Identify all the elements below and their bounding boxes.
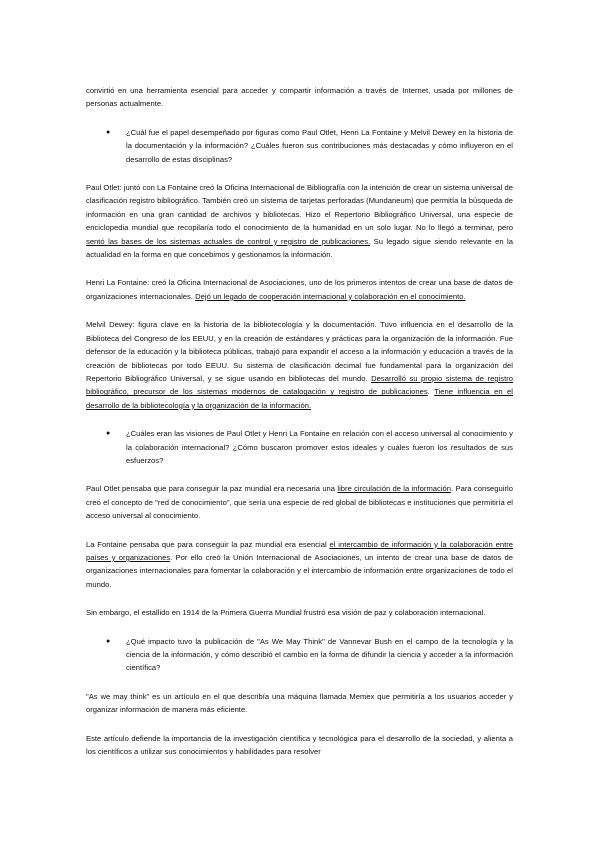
question-1 bbox=[86, 126, 513, 166]
otlet-underlined: sentó las bases de los sistemas actuales de control y registro de publicaciones. bbox=[86, 236, 371, 246]
lafontaine-underlined: Dejó un legado de cooperación internacional y colaboración en el conocimiento. bbox=[195, 291, 466, 301]
question-2 bbox=[86, 427, 513, 467]
vision-lafontaine-paragraph: La Fontaine pensaba que para conseguir la paz mundial era esencial el intercambio de información y la colaboración entre países y organizaciones. Por ello creó la Unión Internacional de Asociaciones, un intento de crear una base de datos de organizaciones internacionales para fomentar la colaboración y el intercambio de información entre organizaciones de todo el mundo. bbox=[86, 539, 513, 589]
question-1-text: ¿Cuál fue el papel desempeñado por figuras como Paul Otlet, Henri La Fontaine y Melvil Dewey en la historia de la documentación y la información? ¿Cuáles fueron sus contribuciones más destacadas y cómo influyeron en el desarrollo de estas disciplinas? bbox=[126, 127, 513, 164]
vision-otlet-underlined: libre circulación de la información bbox=[337, 484, 452, 494]
bullet-icon: ● bbox=[106, 128, 111, 136]
memex-paragraph: "As we may think" es un artículo en el que describía una máquina llamada Memex que permitiría a los usuarios acceder y organizar información de manera más eficiente. bbox=[86, 691, 513, 715]
vision-lafontaine-underlined: el intercambio de información y la colaboración entre países y organizaciones bbox=[86, 539, 513, 562]
intro-paragraph: convirtió en una herramienta esencial para acceder y compartir información a través de Internet, usada por millones de personas actualmente. bbox=[86, 86, 513, 109]
bullet-icon: ● bbox=[106, 430, 111, 438]
vision-otlet-paragraph: Paul Otlet pensaba que para conseguir la paz mundial era necesaria una libre circulación de la información. Para conseguirlo creó el concepto de "red de conocimiento", que sería una especie de red global de bibliotecas e instituciones que permitiría el acceso universal al conocimiento. bbox=[86, 484, 513, 521]
question-3 bbox=[86, 635, 513, 675]
lafontaine-paragraph: Henri La Fontaine: creó la Oficina Internacional de Asociaciones, uno de los primeros intentos de crear una base de datos de organizaciones internacionales. Dejó un legado de cooperación internacional y colaboración en el conocimiento. bbox=[86, 278, 513, 301]
question-2-text: ¿Cuáles eran las visiones de Paul Otlet y Henri La Fontaine en relación con el acceso universal al conocimiento y la colaboración internacional? ¿Cómo buscaron promover estos ideales y cuáles fueron los resultados de sus esfuerzos? bbox=[126, 429, 513, 465]
otlet-paragraph: Paul Otlet: juntó con La Fontaine creó la Oficina Internacional de Bibliografía con la intención de crear un sistema universal de clasificación registro bibliográfico. También creó un sistema de tarjetas perforadas (Mundaneum) que permitía la búsqueda de información en una gran cantidad de archivos y bibliotecas. Hizo el Repertorio Bibliográfico Universal, una especie de enciclopedia mundial que recopilaría todo el conocimiento de la humanidad en un solo lugar. No lo llegó a terminar, pero sentó las bases de los sistemas actuales de control y registro de publicaciones. Su legado sigue siendo relevante en la actualidad en la forma en que concebimos y gestionamos la información. bbox=[86, 183, 513, 260]
last-paragraph: Este artículo defiende la importancia de la investigación científica y tecnológica para el desarrollo de la sociedad, y alienta a los científicos a utilizar sus conocimientos y habilidades para resolver bbox=[86, 733, 513, 757]
dewey-paragraph: Melvil Dewey: figura clave en la historia de la bibliotecología y la documentación. Tuvo influencia en el desarrollo de la Biblioteca del Congreso de los EEUU, y en la creación de estándares y prácticas para la organización de la información. Fue defensor de la educación y la biblioteca públicas, trabajó para expandir el acceso a la información y educación a través de la creación de bibliotecas por todo EEUU. Su sistema de clasificación decimal fue fundamental para la organización del Repertorio Bibliográfico Universal, y se sigue usando en bibliotecas del mundo. Desarrolló su propio sistema de registro bibliográfico, precursor de los sistemas modernos de catalogación y registro de publicaciones. Tiene influencia en el desarrollo de la bibliotecología y la organización de la información. bbox=[86, 320, 514, 410]
dewey-underlined-1: Desarrolló su propio sistema de registro bibliográfico, precursor de los sistemas modernos de catalogación y registro de publicaciones bbox=[86, 373, 514, 397]
bullet-icon: ● bbox=[106, 637, 111, 645]
question-3-text: ¿Qué impacto tuvo la publicación de "As We May Think" de Vannevar Bush en el campo de la tecnología y la ciencia de la información, y cómo describió el cambio en la forma de difundir la ciencia y acceder a la información científica? bbox=[126, 636, 513, 673]
war-paragraph: Sin embargo, el estallido en 1914 de la Primera Guerra Mundial frustró esa visión de paz y colaboración internacional. bbox=[86, 608, 486, 618]
dewey-underlined-2: Tiene influencia en el desarrollo de la bibliotecología y la organización de la información. bbox=[86, 387, 513, 410]
